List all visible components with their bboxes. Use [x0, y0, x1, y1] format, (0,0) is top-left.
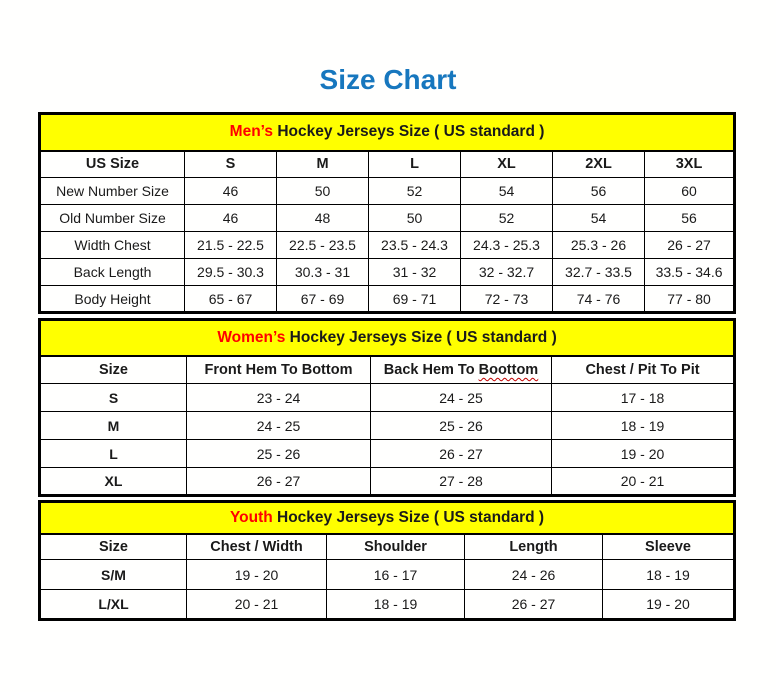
table-cell: 74 - 76 [553, 286, 645, 313]
table-cell: 32.7 - 33.5 [553, 259, 645, 286]
table-cell: 21.5 - 22.5 [185, 232, 277, 259]
table-cell: 18 - 19 [327, 590, 465, 620]
table-cell: 54 [553, 205, 645, 232]
table-cell: L/XL [40, 590, 187, 620]
womens-band-text: Hockey Jerseys Size ( US standard ) [285, 328, 557, 346]
table-cell: 50 [369, 205, 461, 232]
table-cell: Body Height [40, 286, 185, 313]
table-row [40, 205, 735, 232]
youth-banner-row [40, 502, 735, 534]
table-cell: 24 - 25 [187, 412, 371, 440]
table-cell: S/M [40, 560, 187, 590]
table-cell: 72 - 73 [461, 286, 553, 313]
table-cell: S [40, 384, 187, 412]
table-cell: 26 - 27 [371, 440, 552, 468]
table-cell: 30.3 - 31 [277, 259, 369, 286]
table-cell: 50 [277, 178, 369, 205]
table-cell: 32 - 32.7 [461, 259, 553, 286]
table-cell: 22.5 - 23.5 [277, 232, 369, 259]
table-cell: 52 [461, 205, 553, 232]
table-cell: 23.5 - 24.3 [369, 232, 461, 259]
table-cell: 26 - 27 [465, 590, 603, 620]
mens-banner-row [40, 114, 735, 151]
table-cell: 33.5 - 34.6 [645, 259, 735, 286]
table-cell: Old Number Size [40, 205, 185, 232]
youth-table-body [40, 534, 735, 620]
youth-size-table [38, 500, 736, 621]
table-row [40, 468, 735, 496]
table-cell: 25 - 26 [371, 412, 552, 440]
table-cell: 25.3 - 26 [553, 232, 645, 259]
table-cell: Width Chest [40, 232, 185, 259]
table-cell: 65 - 67 [185, 286, 277, 313]
column-header-cell: L [369, 151, 461, 178]
column-header-cell: XL [461, 151, 553, 178]
table-row [40, 286, 735, 313]
mens-table-head [40, 114, 735, 151]
table-cell: 56 [645, 205, 735, 232]
table-cell: 19 - 20 [603, 590, 735, 620]
table-row [40, 412, 735, 440]
table-cell: New Number Size [40, 178, 185, 205]
table-row [40, 178, 735, 205]
page-title: Size Chart [319, 64, 457, 95]
table-cell: 77 - 80 [645, 286, 735, 313]
table-cell: 19 - 20 [552, 440, 735, 468]
table-cell: XL [40, 468, 187, 496]
column-header-cell: US Size [40, 151, 185, 178]
column-header-cell: 2XL [553, 151, 645, 178]
column-header-cell: 3XL [645, 151, 735, 178]
table-cell: 60 [645, 178, 735, 205]
table-cell: 20 - 21 [552, 468, 735, 496]
header-row [40, 151, 735, 178]
column-header-cell: Size [40, 356, 187, 384]
column-header-cell [371, 356, 552, 384]
table-cell: M [40, 412, 187, 440]
youth-table-banner [40, 502, 735, 534]
womens-table-head [40, 320, 735, 356]
table-cell: 23 - 24 [187, 384, 371, 412]
mens-band-text: Hockey Jerseys Size ( US standard ) [273, 123, 545, 141]
table-cell: 24 - 26 [465, 560, 603, 590]
table-cell: 48 [277, 205, 369, 232]
column-header-cell: Front Hem To Bottom [187, 356, 371, 384]
youth-band-highlight: Youth [229, 508, 273, 526]
youth-table-head [40, 502, 735, 534]
table-cell: 19 - 20 [187, 560, 327, 590]
mens-size-table [38, 112, 736, 314]
column-header-cell: Chest / Pit To Pit [552, 356, 735, 384]
table-row [40, 560, 735, 590]
womens-table-banner [40, 320, 735, 356]
womens-band-highlight: Women’s [217, 328, 286, 346]
womens-size-table [38, 318, 736, 497]
mens-band-highlight: Men’s [229, 123, 274, 141]
table-cell: 56 [553, 178, 645, 205]
table-cell: 46 [185, 178, 277, 205]
womens-table-body [40, 356, 735, 496]
youth-band-text: Hockey Jerseys Size ( US standard ) [272, 508, 545, 526]
table-cell: 67 - 69 [277, 286, 369, 313]
womens-banner-row [40, 320, 735, 356]
header-text-part: Back Hem To [383, 361, 479, 378]
table-row [40, 440, 735, 468]
table-cell: 69 - 71 [369, 286, 461, 313]
table-cell: 24.3 - 25.3 [461, 232, 553, 259]
table-row [40, 384, 735, 412]
table-cell: L [40, 440, 187, 468]
table-cell: 46 [185, 205, 277, 232]
table-cell: 24 - 25 [371, 384, 552, 412]
column-header-cell: Size [40, 534, 187, 560]
table-cell: 18 - 19 [603, 560, 735, 590]
table-cell: 52 [369, 178, 461, 205]
table-cell: 17 - 18 [552, 384, 735, 412]
table-cell: 54 [461, 178, 553, 205]
column-header-cell: Length [465, 534, 603, 560]
table-cell: 31 - 32 [369, 259, 461, 286]
header-row [40, 356, 735, 384]
table-row [40, 232, 735, 259]
table-cell: 27 - 28 [371, 468, 552, 496]
table-cell: 20 - 21 [187, 590, 327, 620]
table-cell: 26 - 27 [187, 468, 371, 496]
table-cell: 26 - 27 [645, 232, 735, 259]
column-header-cell: Sleeve [603, 534, 735, 560]
table-row [40, 259, 735, 286]
mens-table-body [40, 151, 735, 313]
column-header-cell: Shoulder [327, 534, 465, 560]
header-text-part: Boottom [478, 361, 539, 378]
header-row [40, 534, 735, 560]
table-cell: Back Length [40, 259, 185, 286]
mens-table-banner [40, 114, 735, 151]
column-header-cell: S [185, 151, 277, 178]
table-cell: 25 - 26 [187, 440, 371, 468]
column-header-cell: Chest / Width [187, 534, 327, 560]
table-cell: 18 - 19 [552, 412, 735, 440]
column-header-cell: M [277, 151, 369, 178]
table-cell: 16 - 17 [327, 560, 465, 590]
table-cell: 29.5 - 30.3 [185, 259, 277, 286]
table-row [40, 590, 735, 620]
